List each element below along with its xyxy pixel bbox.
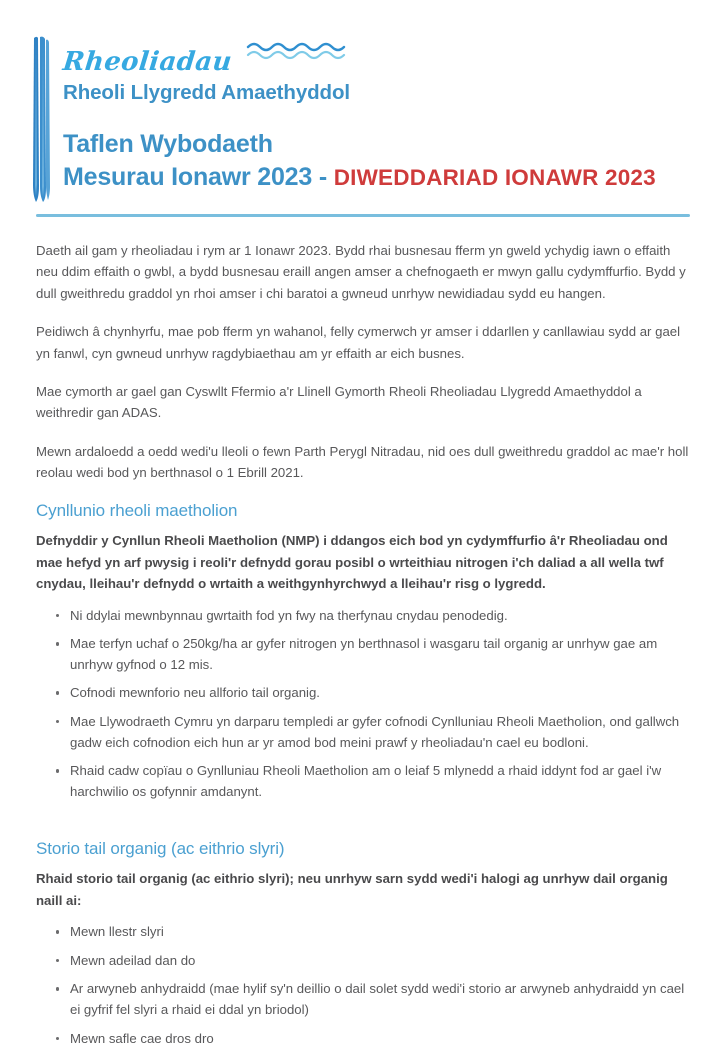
section-lead-text: Rhaid storio tail organig (ac eithrio slyri); neu unrhyw sarn sydd wedi'i halogi ag unrhyw dail organig naill ai:: [36, 871, 668, 908]
update-badge: DIWEDDARIAD IONAWR 2023: [333, 165, 656, 190]
script-logo-rheoliadau: Rheoliadau: [61, 47, 234, 77]
section-bullet-list: [36, 922, 690, 1049]
intro-paragraph: Peidiwch â chynhyrfu, mae pob fferm yn wahanol, felly cymerwch yr amser i ddarllen y canllawiau sydd ar gael yn fanwl, cyn gwneud unrhyw ragdybiaethau am yr effaith ar eich busnes.: [36, 324, 681, 361]
document-title-line-2: Mesurau Ionawr 2023 -: [63, 163, 334, 191]
list-item: Mae Llywodraeth Cymru yn darparu templedi ar gyfer cofnodi Cynlluniau Rheoli Maetholion, ond gallwch gadw eich cofnodion eich hun ar yr amod bod meini prawf y rheoliadau'n cael eu bodloni.: [54, 712, 690, 753]
intro-paragraph: Mae cymorth ar gael gan Cyswllt Ffermio a'r Llinell Gymorth Rheoli Rheoliadau Llygredd Amaethyddol a weithredir gan ADAS.: [36, 383, 642, 421]
section-lead-text: Defnyddir y Cynllun Rheoli Maetholion (NMP) i ddangos eich bod yn cydymffurfio â'r Rheoliadau ond mae hefyd yn arf pwysig i reoli'r defnydd gorau posibl o wrteithiau nitrogen i'ch daliad a all wella twf cnydau, lleihau'r defnydd o wrtaith a weithgynhyrchwyd a lleihau'r risg o lygredd.: [36, 533, 668, 592]
section-heading-manure-storage: Storio tail organig (ac eithrio slyri): [36, 839, 285, 859]
document-header: [0, 0, 724, 232]
section-spacer: [36, 802, 690, 822]
organisation-name: Rheoli Llygredd Amaethyddol: [63, 81, 350, 104]
intro-paragraph: Mewn ardaloedd a oedd wedi'u lleoli o fewn Parth Perygl Nitradau, nid oes dull gweithredu graddol ac mae'r holl reolau wedi bod yn berthnasol o 1 Ebrill 2021.: [36, 443, 689, 480]
brand-logo-block: [63, 40, 703, 105]
section-heading-nutrient-planning: Cynllunio rheoli maetholion: [36, 501, 238, 521]
page-title: [63, 128, 656, 194]
intro-paragraph: Daeth ail gam y rheoliadau i rym ar 1 Ionawr 2023. Bydd rhai busnesau fferm yn gweld ychydig iawn o effaith neu ddim effaith o gwbl, a bydd busnesau eraill angen amser a chefnogaeth er mwyn gallu cydymffurfio. Bydd y dull gweithredu graddol yn rhoi amser i chi baratoi a gwneud unrhyw newidiadau sydd eu hangen.: [36, 243, 686, 301]
list-item: Mewn llestr slyri: [54, 922, 690, 943]
document-title-line-1: Taflen Wybodaeth: [63, 130, 273, 158]
document-body: [36, 240, 690, 1049]
list-item: Ni ddylai mewnbynnau gwrtaith fod yn fwy na therfynau cnydau penodedig.: [54, 606, 690, 627]
wavy-lines-icon: [246, 40, 356, 67]
list-item: Ar arwyneb anhydraidd (mae hylif sy'n deillio o dail solet sydd wedi'i storio ar arwyneb anhydraidd yn cael ei gyfrif fel slyri a rhaid ei ddal yn briodol): [54, 979, 690, 1020]
list-item: Mae terfyn uchaf o 250kg/ha ar gyfer nitrogen yn berthnasol i wasgaru tail organig ar unrhyw gae am unrhyw gyfnod o 12 mis.: [54, 634, 690, 675]
blue-brush-stroke-icon: [30, 36, 52, 203]
list-item: Cofnodi mewnforio neu allforio tail organig.: [54, 683, 690, 704]
list-item: Mewn safle cae dros dro: [54, 1029, 690, 1049]
list-item: Mewn adeilad dan do: [54, 951, 690, 972]
header-divider: [36, 214, 690, 217]
list-item: Rhaid cadw copïau o Gynlluniau Rheoli Maetholion am o leiaf 5 mlynedd a rhaid iddynt fod ar gael i'w harchwilio os gofynnir amdanynt.: [54, 761, 690, 802]
section-bullet-list: [36, 606, 690, 803]
